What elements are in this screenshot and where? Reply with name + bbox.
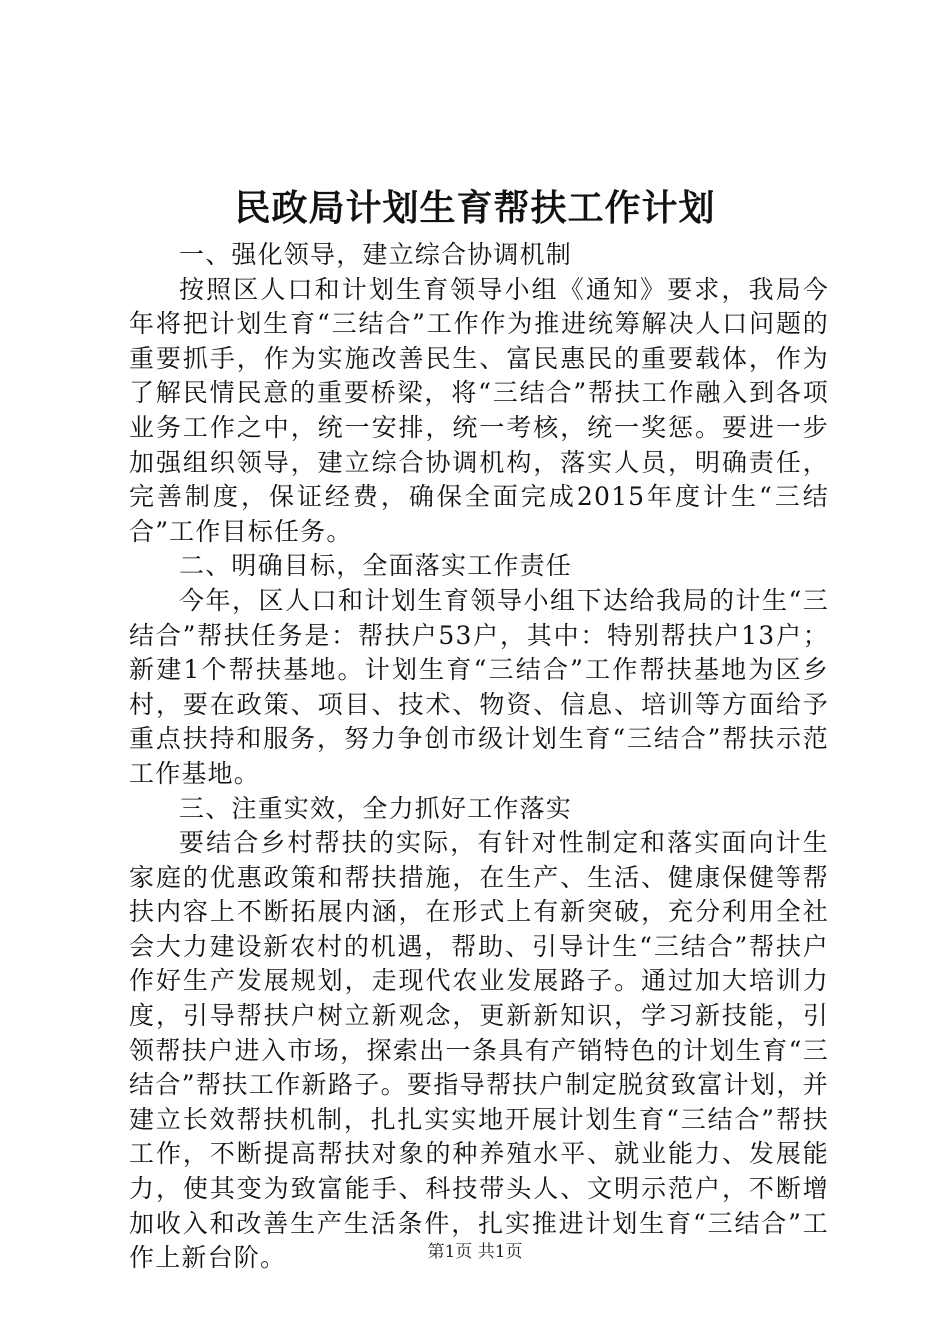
- section-heading-3: 三、注重实效，全力抓好工作落实: [179, 793, 573, 823]
- section-heading-1: 一、强化领导，建立综合协调机制: [179, 240, 573, 269]
- section-paragraph-1: 按照区人口和计划生育领导小组《通知》要求，我局今年将把计划生育“三结合”工作作为推进统筹解决人口问题的重要抓手，作为实施改善民生、富民惠民的重要载体，作为了解民情民意的重要桥梁，将“三结合”帮扶工作融入到各项业务工作之中，统一安排，统一考核，统一奖惩。要进一步加强组织领导，建立综合协调机构，落实人员，明确责任，完善制度，保证经费，确保全面完成2015年度计生“三结合”工作目标任务。: [129, 274, 829, 546]
- document-title: 民政局计划生育帮扶工作计划: [234, 187, 716, 229]
- section-heading-2: 二、明确目标，全面落实工作责任: [179, 551, 573, 581]
- page-footer: 第1页 共1页: [427, 1242, 523, 1262]
- section-paragraph-2: 今年，区人口和计划生育领导小组下达给我局的计生“三结合”帮扶任务是：帮扶户53户，其中：特别帮扶户13户；新建1个帮扶基地。计划生育“三结合”工作帮扶基地为区乡村，要在政策、项目、技术、物资、信息、培训等方面给予重点扶持和服务，努力争创市级计划生育“三结合”帮扶示范工作基地。: [129, 585, 829, 788]
- document-body: [129, 238, 829, 1276]
- section-paragraph-3: 要结合乡村帮扶的实际，有针对性制定和落实面向计生家庭的优惠政策和帮扶措施，在生产、生活、健康保健等帮扶内容上不断拓展内涵，在形式上有新突破，充分利用全社会大力建设新农村的机遇，帮助、引导计生“三结合”帮扶户作好生产发展规划，走现代农业发展路子。通过加大培训力度，引导帮扶户树立新观念，更新新知识，学习新技能，引领帮扶户进入市场，探索出一条具有产销特色的计划生育“三结合”帮扶工作新路子。要指导帮扶户制定脱贫致富计划，并建立长效帮扶机制，扎扎实实地开展计划生育“三结合”帮扶工作，不断提高帮扶对象的种养殖水平、就业能力、发展能力，使其变为致富能手、科技带头人、文明示范户，不断增加收入和改善生产生活条件，扎实推进计划生育“三结合”工作上新台阶。: [129, 828, 829, 1273]
